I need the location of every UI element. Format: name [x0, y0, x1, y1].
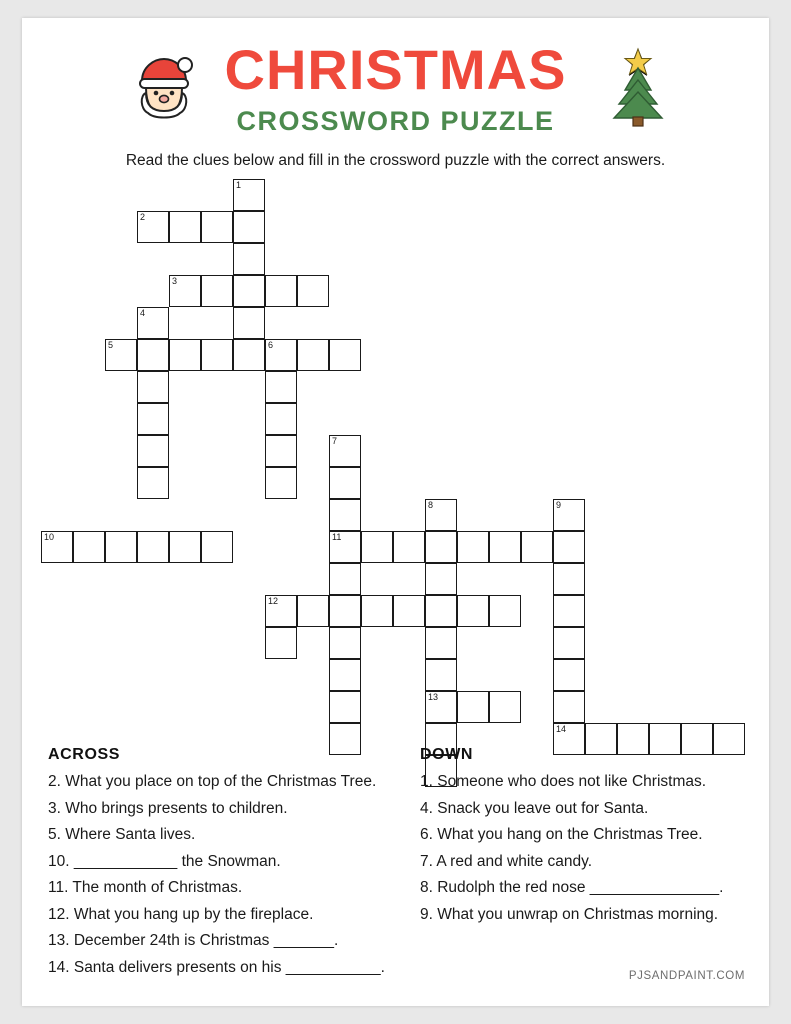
grid-cell[interactable]	[553, 659, 585, 691]
grid-cell-number: 2	[140, 212, 146, 222]
grid-cell[interactable]	[265, 435, 297, 467]
grid-cell[interactable]	[41, 531, 73, 563]
instructions-text: Read the clues below and fill in the crossword puzzle with the correct answers.	[125, 152, 666, 169]
grid-cell[interactable]	[489, 531, 521, 563]
grid-cell[interactable]	[201, 211, 233, 243]
list-item: 3. Who brings presents to children.	[48, 799, 288, 817]
grid-cell-number: 5	[108, 340, 114, 350]
grid-cell[interactable]	[73, 531, 105, 563]
list-item: 9. What you unwrap on Christmas morning.	[420, 905, 719, 923]
grid-cell[interactable]	[553, 563, 585, 595]
list-item: 2. What you place on top of the Christmas Tree.	[48, 773, 377, 790]
grid-cell[interactable]	[297, 595, 329, 627]
grid-cell[interactable]	[489, 691, 521, 723]
list-item: 8. Rudolph the red nose _______________.	[420, 879, 724, 896]
grid-cell[interactable]	[425, 691, 457, 723]
grid-cell[interactable]	[553, 627, 585, 659]
crossword-grid[interactable]	[22, 176, 769, 734]
list-item: 11. The month of Christmas.	[48, 879, 243, 896]
grid-cell[interactable]	[265, 627, 297, 659]
christmas-tree-icon	[607, 46, 669, 128]
down-heading: DOWN	[420, 746, 474, 763]
grid-cell[interactable]	[105, 531, 137, 563]
grid-cell[interactable]	[169, 339, 201, 371]
list-item: 1. Someone who does not like Christmas.	[420, 773, 707, 790]
grid-cell[interactable]	[137, 435, 169, 467]
grid-cell[interactable]	[233, 243, 265, 275]
grid-cell[interactable]	[553, 691, 585, 723]
list-item: 10. ____________ the Snowman.	[48, 852, 281, 870]
grid-cell[interactable]	[233, 179, 265, 211]
grid-cell[interactable]	[201, 275, 233, 307]
grid-cell[interactable]	[265, 339, 297, 371]
grid-cell[interactable]	[425, 531, 457, 563]
grid-cell[interactable]	[361, 595, 393, 627]
grid-cell[interactable]	[329, 595, 361, 627]
grid-cell[interactable]	[425, 563, 457, 595]
grid-cell[interactable]	[233, 211, 265, 243]
grid-cell[interactable]	[457, 595, 489, 627]
grid-cell[interactable]	[425, 595, 457, 627]
grid-cell[interactable]	[329, 691, 361, 723]
grid-cell[interactable]	[265, 595, 297, 627]
page-header	[22, 18, 769, 138]
grid-cell[interactable]	[329, 467, 361, 499]
grid-cell[interactable]	[393, 595, 425, 627]
list-item: 4. Snack you leave out for Santa.	[420, 799, 649, 817]
grid-cell-number: 3	[172, 276, 178, 286]
grid-cell[interactable]	[457, 691, 489, 723]
grid-cell-number: 8	[428, 500, 434, 510]
grid-cell[interactable]	[553, 531, 585, 563]
grid-cell[interactable]	[201, 531, 233, 563]
list-item: 14. Santa delivers presents on his ___________.	[48, 958, 385, 976]
grid-cell-number: 6	[268, 340, 274, 350]
grid-cell-number: 1	[236, 180, 242, 190]
grid-cell[interactable]	[265, 371, 297, 403]
grid-cell-number: 9	[556, 500, 562, 510]
grid-cell[interactable]	[169, 531, 201, 563]
grid-cell[interactable]	[425, 499, 457, 531]
grid-cell[interactable]	[553, 499, 585, 531]
grid-cell[interactable]	[233, 339, 265, 371]
grid-cell[interactable]	[201, 339, 233, 371]
grid-cell[interactable]	[233, 307, 265, 339]
down-column	[420, 746, 760, 933]
grid-cell-number: 7	[332, 436, 338, 446]
grid-cell[interactable]	[297, 275, 329, 307]
grid-cell[interactable]	[329, 435, 361, 467]
grid-cell[interactable]	[329, 659, 361, 691]
grid-cell[interactable]	[137, 403, 169, 435]
grid-cell[interactable]	[329, 499, 361, 531]
grid-cell[interactable]	[297, 339, 329, 371]
grid-cell-number: 10	[44, 532, 55, 542]
grid-cell[interactable]	[457, 531, 489, 563]
grid-cell[interactable]	[425, 627, 457, 659]
grid-cell[interactable]	[105, 339, 137, 371]
list-item: 5. Where Santa lives.	[48, 826, 196, 843]
grid-cell[interactable]	[329, 339, 361, 371]
page-title: CHRISTMAS	[224, 38, 567, 101]
grid-cell[interactable]	[169, 211, 201, 243]
list-item: 13. December 24th is Christmas _______.	[48, 932, 339, 949]
grid-cell[interactable]	[137, 531, 169, 563]
grid-cell-number: 12	[268, 596, 279, 606]
grid-cell[interactable]	[425, 659, 457, 691]
grid-cell[interactable]	[137, 307, 169, 339]
grid-cell[interactable]	[393, 531, 425, 563]
grid-cell[interactable]	[137, 467, 169, 499]
list-item: 6. What you hang on the Christmas Tree.	[420, 826, 703, 843]
grid-cell[interactable]	[265, 403, 297, 435]
grid-cell[interactable]	[329, 627, 361, 659]
grid-cell[interactable]	[553, 595, 585, 627]
grid-cell[interactable]	[329, 531, 361, 563]
grid-cell[interactable]	[137, 211, 169, 243]
list-item: 7. A red and white candy.	[420, 852, 593, 870]
grid-cell-number: 14	[556, 724, 567, 734]
across-heading: ACROSS	[48, 746, 121, 763]
grid-cell[interactable]	[137, 339, 169, 371]
grid-cell[interactable]	[329, 563, 361, 595]
grid-cell[interactable]	[233, 275, 265, 307]
grid-cell[interactable]	[265, 467, 297, 499]
site-credit: PJSANDPAINT.COM	[628, 970, 745, 982]
across-column	[48, 746, 408, 986]
grid-cell-number: 13	[428, 692, 439, 702]
grid-cell[interactable]	[521, 531, 553, 563]
grid-cell[interactable]	[137, 371, 169, 403]
grid-cell[interactable]	[361, 531, 393, 563]
grid-cell-number: 11	[332, 532, 342, 542]
printable-page	[22, 18, 769, 1006]
grid-cell[interactable]	[489, 595, 521, 627]
grid-cell[interactable]	[169, 275, 201, 307]
grid-cell-number: 4	[140, 308, 146, 318]
grid-cell[interactable]	[265, 275, 297, 307]
list-item: 12. What you hang up by the fireplace.	[48, 905, 314, 923]
page-subtitle: CROSSWORD PUZZLE	[236, 106, 555, 136]
